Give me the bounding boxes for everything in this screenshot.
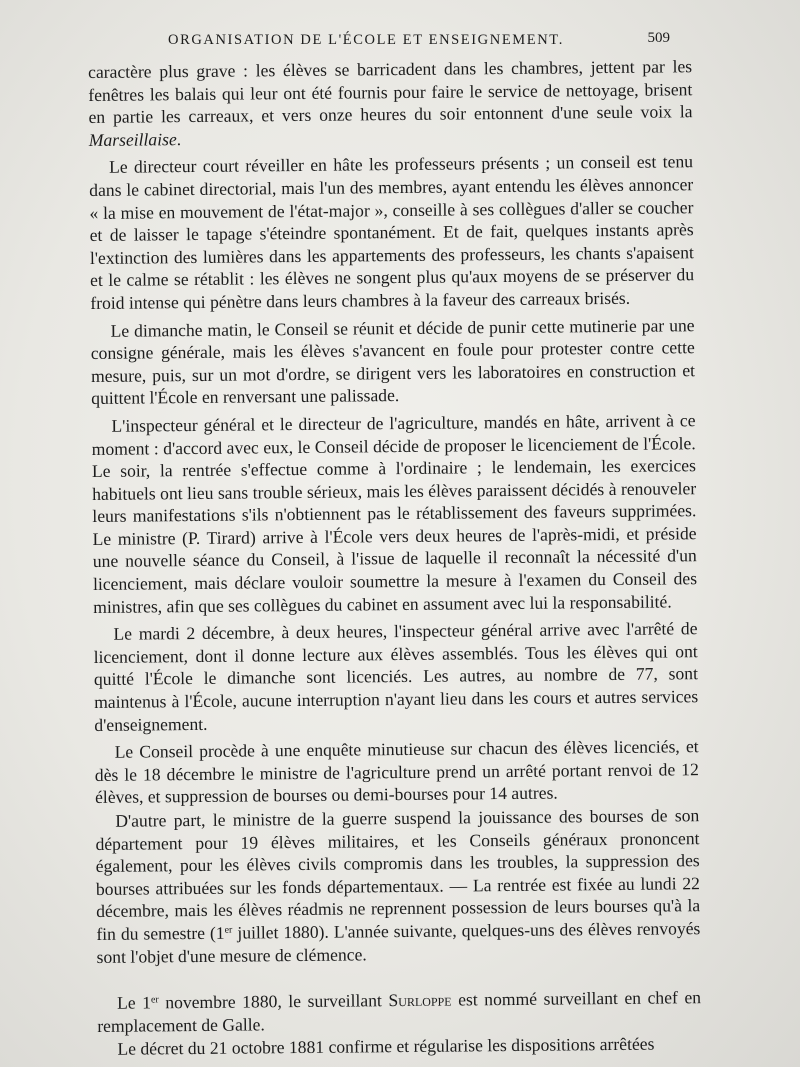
paragraph-text: Le Conseil procède à une enquête minutieuse sur chacun des élèves licenciés, et dès le 18 décembre le ministre de l'agriculture prend un arrêté portant renvoi de 12 élèves, et suppression de bourses ou demi-bourses pour 14 autres. xyxy=(94,736,699,808)
paragraph-text: caractère plus grave : les élèves se barricadent dans les chambres, jettent par les fenêtres les balais qui leur ont été fournis pour faire le service de nettoyage, brisent en partie les carreaux, et vers onze heures du soir entonnent d'une seule voix la xyxy=(88,56,693,128)
paragraph-3 xyxy=(90,314,695,410)
paragraph-text: Le 1 xyxy=(116,992,152,1013)
running-title: ORGANISATION DE L'ÉCOLE ET ENSEIGNEMENT. xyxy=(168,32,564,48)
paragraph-text: juillet 1880). L'année suivante, quelques-uns des élèves renvoyés sont l'objet d'une mesure de clémence. xyxy=(96,918,701,967)
paragraph-2 xyxy=(89,151,694,315)
superscript-er: er xyxy=(150,994,159,1006)
paragraph-text: . xyxy=(176,128,182,149)
paragraph-text: L'inspecteur général et le directeur de l'agriculture, mandés en hâte, arrivent à ce moment : d'accord avec eux, le Conseil décide de proposer le licenciement de l'École. Le soir, la rentrée s'effectue comme à l'ordinaire ; le lendemain, les exercices habituels ont lieu sans trouble sérieux, mais les élèves paraissent décidés à renouveler leurs manifestations s'ils n'obtiennent pas le rétablissement des faveurs supprimées. Le ministre (P. Tirard) arrive à l'École vers deux heures de l'après-midi, et préside une nouvelle séance du Conseil, à l'issue de laquelle il reconnaît la nécessité d'un licenciement, mais déclare vouloir soumettre la mesure à l'examen du Conseil des ministres, afin que ses collègues du cabinet en assument avec lui la responsabilité. xyxy=(91,410,698,617)
paragraph-6 xyxy=(95,735,700,809)
paragraph-text: Le décret du 21 octobre 1881 confirme et régularise les dispositions arrêtées xyxy=(117,1033,655,1060)
paragraph-7 xyxy=(95,804,700,968)
paragraph-text: D'autre part, le ministre de la guerre suspend la jouissance des bourses de son département pour 19 élèves militaires, et les Conseils généraux prononcent également, pour les élèves civils compromis dans les troubles, la suppression des bourses attribuées sur les fonds départementaux. — La rentrée est fixée au lundi 22 décembre, mais les élèves réadmis ne reprennent possession de leurs bourses qu'à la fin du semestre (1 xyxy=(95,805,701,944)
paragraph-text: novembre 1880, le surveillant xyxy=(158,990,389,1013)
surname-smallcaps: Surloppe xyxy=(388,989,452,1011)
paragraph-text: Le mardi 2 décembre, à deux heures, l'inspecteur général arrive avec l'arrêté de licenciement, dont il donne lecture aux élèves assemblés. Tous les élèves qui ont quitté l'École le dimanche sont licenciés. Les autres, au nombre de 77, sont maintenus à l'École, aucune interruption n'ayant lieu dans les cours et autres services d'enseignement. xyxy=(93,618,699,735)
paragraph-text: Le dimanche matin, le Conseil se réunit et décide de punir cette mutinerie par une consigne générale, mais les élèves s'avancent en foule pour protester contre cette mesure, puis, sur un mot d'ordre, se dirigent vers les laboratoires en construction et quittent l'École en renversant une palissade. xyxy=(90,314,696,409)
page-header xyxy=(150,30,670,52)
italic-title: Marseillaise xyxy=(88,128,177,150)
paragraph-text: est nommé surveillant en chef en remplacement de Galle. xyxy=(97,987,702,1036)
paragraph-5 xyxy=(93,617,698,736)
paragraph-text: Le directeur court réveiller en hâte les professeurs présents ; un conseil est tenu dans le cabinet directorial, mais l'un des membres, ayant entendu les élèves annoncer « la mise en mouvement de l'état-major », conseille à ses collègues d'aller se coucher et de laisser le tapage s'éteindre spontanément. Et de fait, quelques instants après l'extinction des lumières dans les appartements des professeurs, les chants s'apaisent et le calme se rétablit : les élèves ne songent plus qu'aux moyens de se préserver du froid intense qui pénètre dans leurs chambres à la faveur des carreaux brisés. xyxy=(89,151,695,313)
page-number: 509 xyxy=(647,30,670,46)
superscript-er: er xyxy=(224,924,233,936)
paragraph-1 xyxy=(88,55,693,151)
body-text xyxy=(88,55,702,1066)
paragraph-8 xyxy=(97,986,701,1037)
paragraph-9 xyxy=(97,1033,701,1061)
paragraph-4 xyxy=(91,409,697,618)
